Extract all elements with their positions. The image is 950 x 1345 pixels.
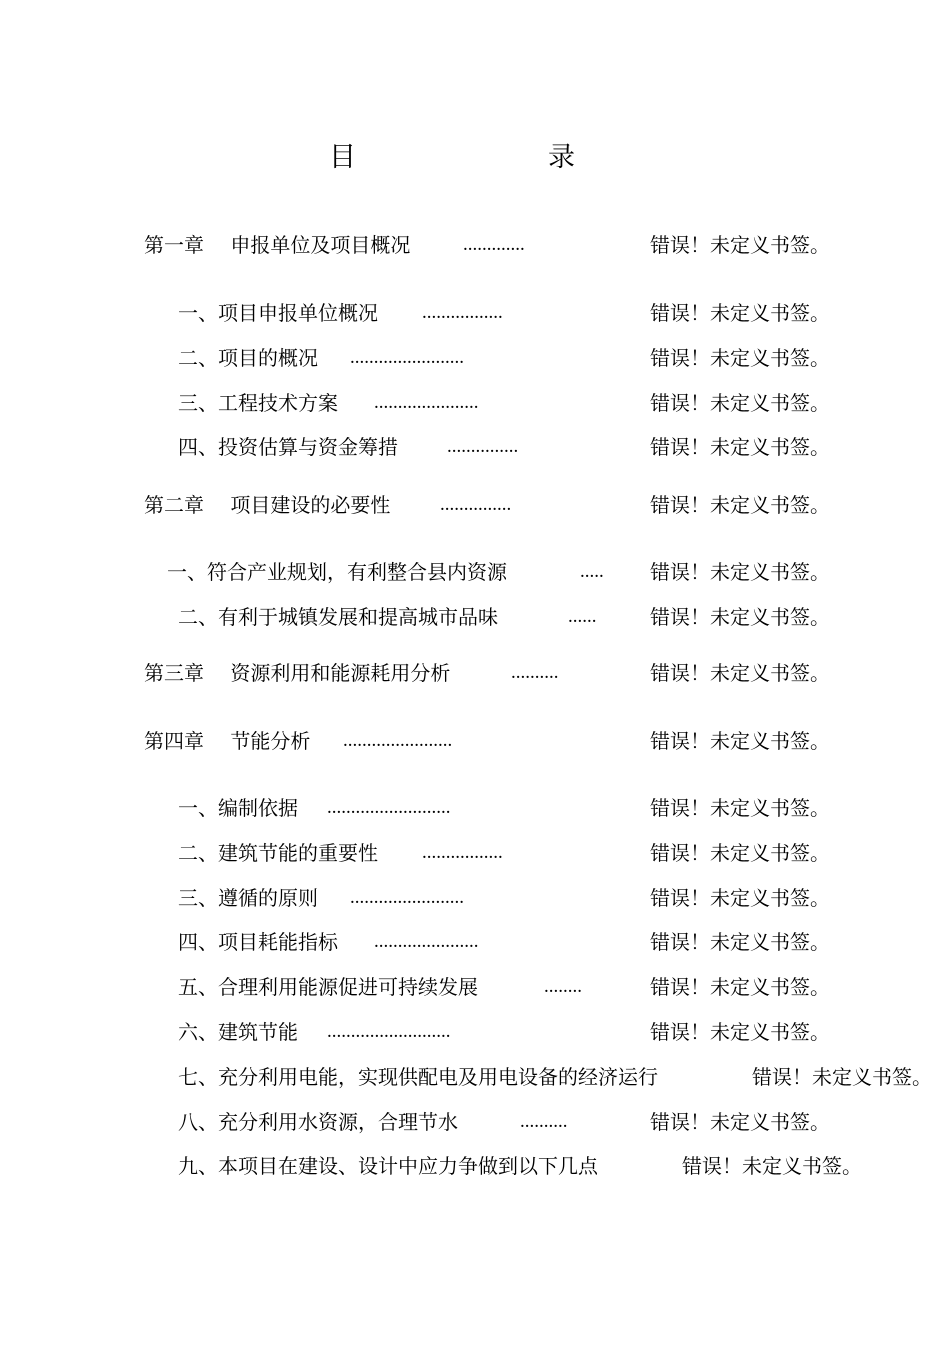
toc-leader-dots: ..... bbox=[580, 561, 604, 582]
toc-entry-label: 八、充分利用水资源，合理节水 bbox=[178, 1110, 458, 1134]
toc-leader-dots: .......................... bbox=[327, 1021, 451, 1042]
toc-entry-label: 一、编制依据 bbox=[178, 796, 298, 820]
toc-page-ref: 错误！未定义书签。 bbox=[650, 346, 830, 370]
toc-leader-dots: ................. bbox=[422, 842, 503, 863]
toc-leader-dots: ...... bbox=[568, 606, 597, 627]
toc-page-ref: 错误！未定义书签。 bbox=[650, 301, 830, 325]
toc-page-ref: 错误！未定义书签。 bbox=[650, 1020, 830, 1044]
toc-entry-4-1[interactable] bbox=[0, 793, 950, 823]
toc-leader-dots: ............... bbox=[447, 436, 519, 457]
toc-entry-label: 三、遵循的原则 bbox=[178, 886, 318, 910]
toc-leader-dots: ............. bbox=[463, 234, 525, 255]
toc-leader-dots: ................. bbox=[422, 302, 503, 323]
toc-page-ref: 错误！未定义书签。 bbox=[650, 493, 830, 517]
toc-leader-dots: .......................... bbox=[327, 797, 451, 818]
toc-entry-label: 二、项目的概况 bbox=[178, 346, 318, 370]
toc-entry-label: 二、有利于城镇发展和提高城市品味 bbox=[178, 605, 498, 629]
toc-page-ref: 错误！未定义书签。 bbox=[650, 605, 830, 629]
toc-page-ref: 错误！未定义书签。 bbox=[650, 975, 830, 999]
toc-page-ref: 错误！未定义书签。 bbox=[650, 841, 830, 865]
toc-entry-4-8[interactable] bbox=[0, 1107, 950, 1137]
toc-leader-dots: ............... bbox=[440, 494, 512, 515]
toc-page-ref: 错误！未定义书签。 bbox=[650, 930, 830, 954]
toc-entry-label: 四、项目耗能指标 bbox=[178, 930, 338, 954]
toc-entry-label: 第一章 申报单位及项目概况 bbox=[144, 233, 411, 257]
toc-page-ref: 错误！未定义书签。 bbox=[650, 560, 830, 584]
toc-page-ref: 错误！未定义书签。 bbox=[752, 1065, 932, 1089]
toc-leader-dots: .......... bbox=[520, 1111, 568, 1132]
toc-page-ref: 错误！未定义书签。 bbox=[650, 729, 830, 753]
toc-entry-label: 二、建筑节能的重要性 bbox=[178, 841, 378, 865]
toc-entry-1-1[interactable] bbox=[0, 298, 950, 328]
toc-entry-label: 五、合理利用能源促进可持续发展 bbox=[178, 975, 478, 999]
toc-leader-dots: ...................... bbox=[374, 392, 479, 413]
toc-entry-chapter-1[interactable] bbox=[0, 230, 950, 260]
toc-entry-4-6[interactable] bbox=[0, 1017, 950, 1047]
toc-leader-dots: ........................ bbox=[350, 887, 464, 908]
toc-leader-dots: ........................ bbox=[350, 347, 464, 368]
toc-leader-dots: ........ bbox=[544, 976, 582, 997]
toc-entry-label: 第三章 资源利用和能源耗用分析 bbox=[144, 661, 451, 685]
toc-entry-label: 四、投资估算与资金筹措 bbox=[178, 435, 398, 459]
toc-entry-1-4[interactable] bbox=[0, 432, 950, 462]
toc-entry-4-5[interactable] bbox=[0, 972, 950, 1002]
toc-entry-4-7[interactable] bbox=[0, 1062, 950, 1092]
toc-entry-4-9[interactable] bbox=[0, 1151, 950, 1181]
toc-entry-chapter-3[interactable] bbox=[0, 658, 950, 688]
toc-entry-label: 三、工程技术方案 bbox=[178, 391, 338, 415]
toc-entry-chapter-2[interactable] bbox=[0, 490, 950, 520]
toc-entry-1-3[interactable] bbox=[0, 388, 950, 418]
toc-page-ref: 错误！未定义书签。 bbox=[650, 391, 830, 415]
toc-leader-dots: ....................... bbox=[343, 730, 453, 751]
toc-entry-4-2[interactable] bbox=[0, 838, 950, 868]
toc-entry-label: 一、项目申报单位概况 bbox=[178, 301, 378, 325]
toc-entry-label: 一、符合产业规划，有利整合县内资源 bbox=[167, 560, 507, 584]
toc-page-ref: 错误！未定义书签。 bbox=[650, 435, 830, 459]
toc-entry-label: 七、充分利用电能，实现供配电及用电设备的经济运行 bbox=[178, 1065, 658, 1089]
toc-entry-label: 九、本项目在建设、设计中应力争做到以下几点 bbox=[178, 1154, 598, 1178]
toc-page-ref: 错误！未定义书签。 bbox=[650, 886, 830, 910]
toc-page-ref: 错误！未定义书签。 bbox=[650, 796, 830, 820]
toc-entry-2-2[interactable] bbox=[0, 602, 950, 632]
toc-leader-dots: ...................... bbox=[374, 931, 479, 952]
toc-entry-label: 第四章 节能分析 bbox=[144, 729, 311, 753]
toc-entry-4-4[interactable] bbox=[0, 927, 950, 957]
toc-entry-2-1[interactable] bbox=[0, 557, 950, 587]
toc-page-ref: 错误！未定义书签。 bbox=[650, 661, 830, 685]
toc-entry-chapter-4[interactable] bbox=[0, 726, 950, 756]
toc-entry-label: 第二章 项目建设的必要性 bbox=[144, 493, 391, 517]
toc-leader-dots: .......... bbox=[511, 662, 559, 683]
toc-entry-1-2[interactable] bbox=[0, 343, 950, 373]
toc-page-ref: 错误！未定义书签。 bbox=[682, 1154, 862, 1178]
toc-title: 目 录 bbox=[329, 142, 621, 173]
toc-entry-label: 六、建筑节能 bbox=[178, 1020, 298, 1044]
toc-page-ref: 错误！未定义书签。 bbox=[650, 1110, 830, 1134]
toc-page-ref: 错误！未定义书签。 bbox=[650, 233, 830, 257]
toc-entry-4-3[interactable] bbox=[0, 883, 950, 913]
